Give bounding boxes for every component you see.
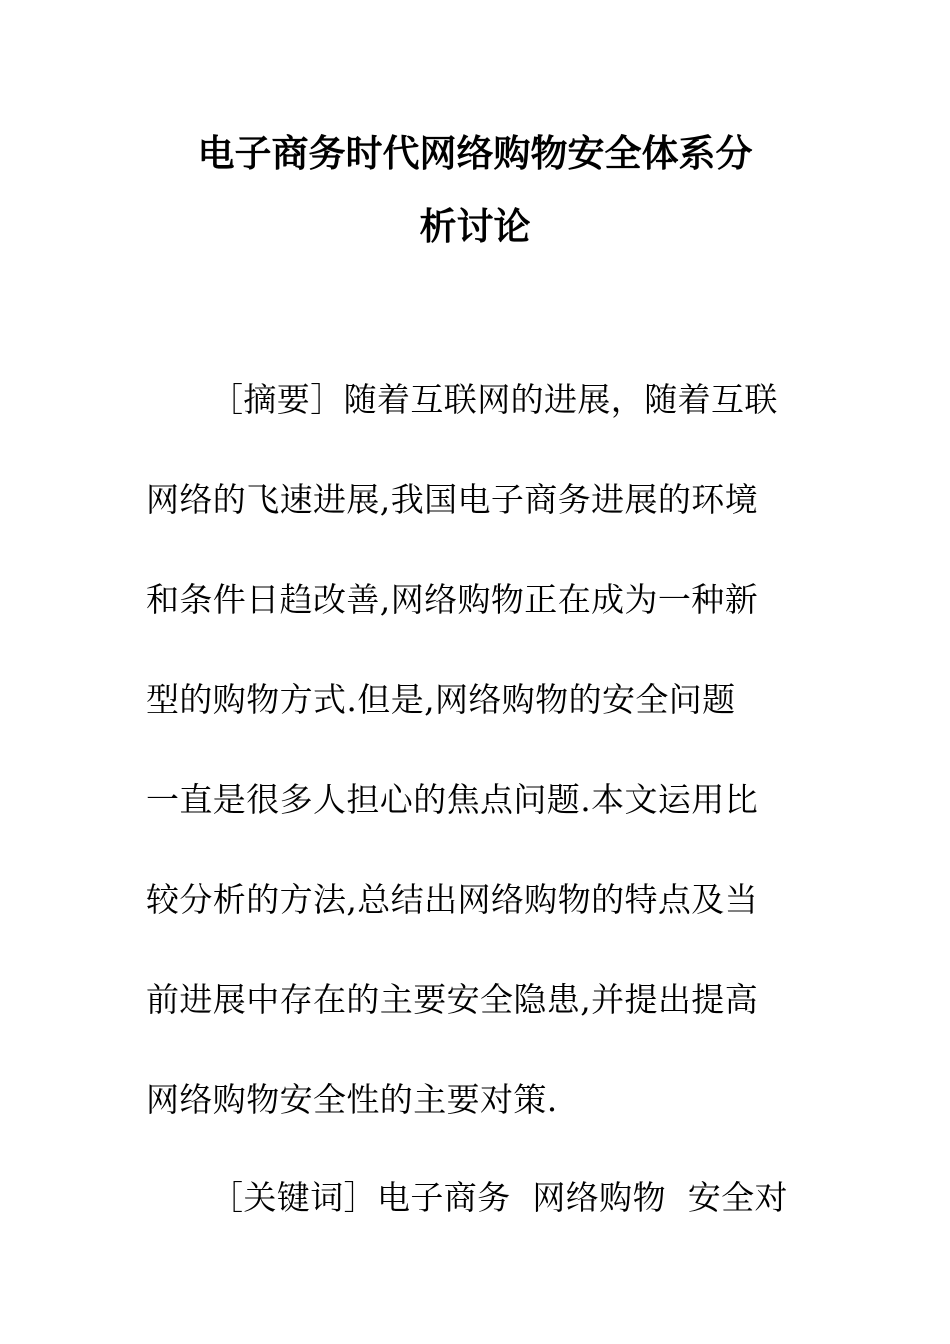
abstract-line-6: 较分析的方法,总结出网络购物的特点及当 [146, 880, 759, 919]
abstract-line-3: 和条件日趋改善,网络购物正在成为一种新 [146, 580, 759, 619]
document-title-line-2: 析讨论 [419, 204, 531, 248]
abstract-line-5: 一直是很多人担心的焦点问题.本文运用比 [146, 780, 759, 819]
keywords-line: ［关键词］电子商务 网络购物 安全对 [210, 1178, 788, 1217]
abstract-line-2: 网络的飞速进展,我国电子商务进展的环境 [146, 480, 759, 519]
abstract-line-1: ［摘要］随着互联网的进展，随着互联 [210, 380, 778, 419]
abstract-line-4: 型的购物方式.但是,网络购物的安全问题 [146, 680, 736, 719]
document-title-line-1: 电子商务时代网络购物安全体系分 [197, 131, 753, 175]
abstract-line-7: 前进展中存在的主要安全隐患,并提出提高 [146, 980, 759, 1019]
abstract-line-8: 网络购物安全性的主要对策. [146, 1080, 558, 1119]
